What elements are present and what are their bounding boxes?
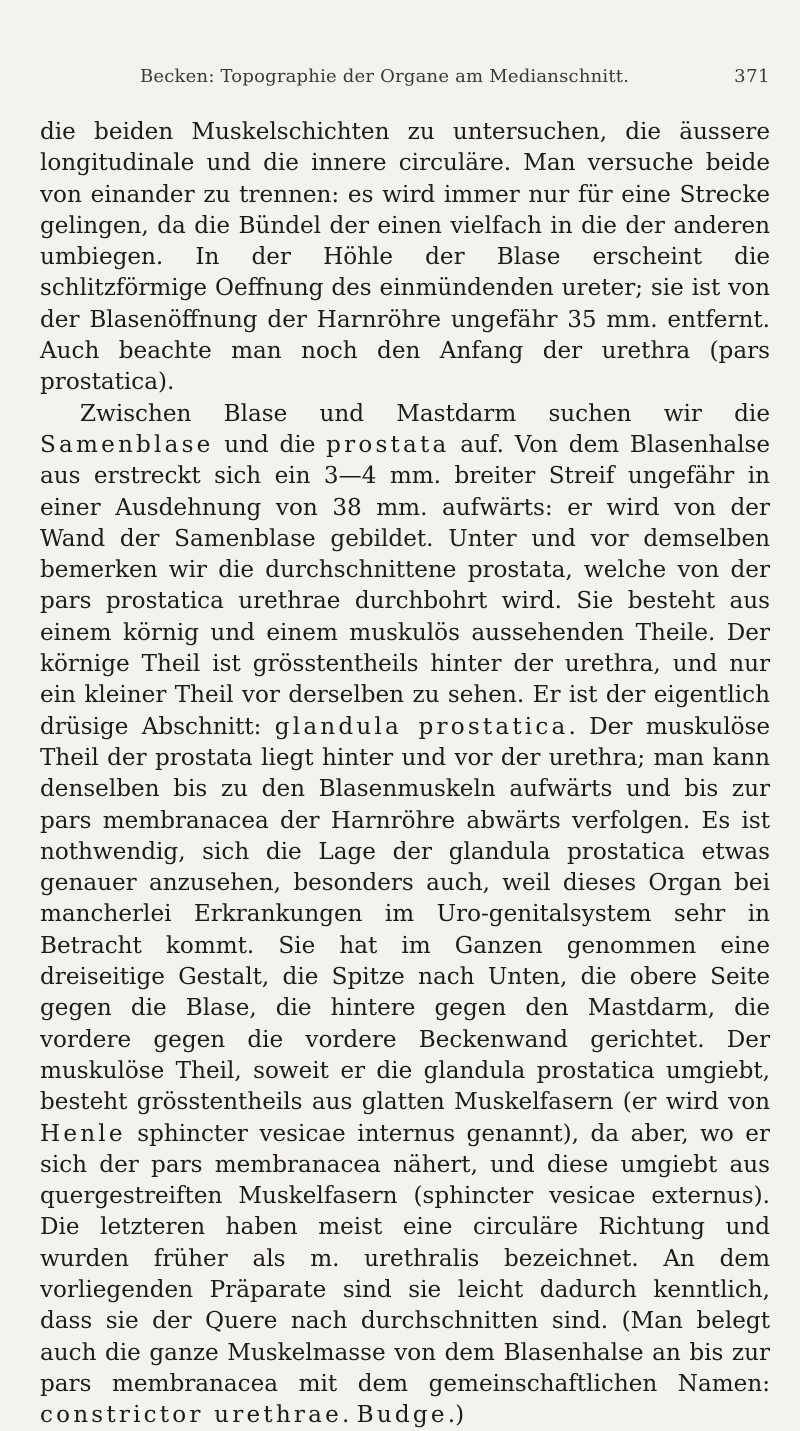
paragraph-text: . Der muskulöse Theil der prostata liegt hinter und vor der urethra; man kann denselben bis zu den Blasenmuskeln aufwärts und bis zur pars membranacea der Harnröhre abwärts verfolgen. Es ist nothwendig, sich die Lage der glandula prostatica etwas genauer anzusehen, besonders auch, weil dieses Organ bei mancherlei Erkrankungen im Uro-genitalsystem sehr in Betracht kommt. Sie hat im Ganzen genommen eine dreiseitige Gestalt, die Spitze nach Unten, die obere Seite gegen die Blase, die hintere gegen den Mastdarm, die vordere gegen die vordere Beckenwand gerichtet. Der muskulöse Theil, soweit er die glandula prostatica umgiebt, besteht grösstentheils aus glatten Muskelfasern (er wird von bbox=[40, 713, 770, 1116]
running-title: Becken: Topographie der Organe am Medianschnitt. bbox=[140, 66, 630, 87]
author-name-budge: Budge bbox=[356, 1402, 448, 1429]
page-number: 371 bbox=[734, 66, 770, 87]
paragraph-text: und die bbox=[213, 431, 327, 458]
body-text bbox=[40, 117, 770, 1431]
emphasized-term-glandula-prostatica: glandula prostatica bbox=[274, 713, 569, 740]
running-head bbox=[40, 66, 770, 87]
paragraph-text: . bbox=[341, 1402, 357, 1429]
author-name-henle: Henle bbox=[40, 1120, 126, 1147]
emphasized-term-constrictor-urethrae: constrictor urethrae bbox=[40, 1402, 342, 1429]
paragraph-text: Zwischen Blase und Mastdarm suchen wir die bbox=[80, 400, 770, 427]
paragraph-text: .) bbox=[447, 1402, 465, 1429]
paragraph-text: die beiden Muskelschichten zu untersuchen, die äussere longitudinale und die innere circuläre. Man versuche beide von einander zu trennen: es wird immer nur für eine Strecke gelingen, da die Bündel der einen vielfach in die der anderen umbiegen. In der Höhle der Blase erscheint die schlitzförmige Oeffnung des einmündenden ureter; sie ist von der Blasenöffnung der Harnröhre ungefähr 35 mm. entfernt. Auch beachte man noch den Anfang der urethra (pars prostatica). bbox=[40, 119, 770, 396]
emphasized-term-samenblase: Samenblase bbox=[40, 431, 214, 458]
paragraph-2 bbox=[40, 399, 770, 1431]
paragraph-text: auf. Von dem Blasenhalse aus erstreckt sich ein 3—4 mm. breiter Streif ungefähr in einer Ausdehnung von 38 mm. aufwärts: er wird von der Wand der Samenblase gebildet. Unter und vor demselben bemerken wir die durchschnittene prostata, welche von der pars prostatica urethrae durchbohrt wird. Sie besteht aus einem körnig und einem muskulös aussehenden Theile. Der körnige Theil ist grösstentheils hinter der urethra, und nur ein kleiner Theil vor derselben zu sehen. Er ist der eigentlich drüsige Abschnitt: bbox=[40, 431, 770, 740]
paragraph-1 bbox=[40, 117, 770, 399]
emphasized-term-prostata: prostata bbox=[326, 431, 450, 458]
paragraph-text: sphincter vesicae internus genannt), da aber, wo er sich der pars membranacea nähert, und diese umgiebt aus quergestreiften Muskelfasern (sphincter vesicae externus). Die letzteren haben meist eine circuläre Richtung und wurden früher als m. urethralis bezeichnet. An dem vorliegenden Präparate sind sie leicht dadurch kenntlich, dass sie der Quere nach durchschnitten sind. (Man belegt auch die ganze Muskelmasse von dem Blasenhalse an bis zur pars membranacea mit dem gemeinschaftlichen Namen: bbox=[40, 1120, 770, 1397]
